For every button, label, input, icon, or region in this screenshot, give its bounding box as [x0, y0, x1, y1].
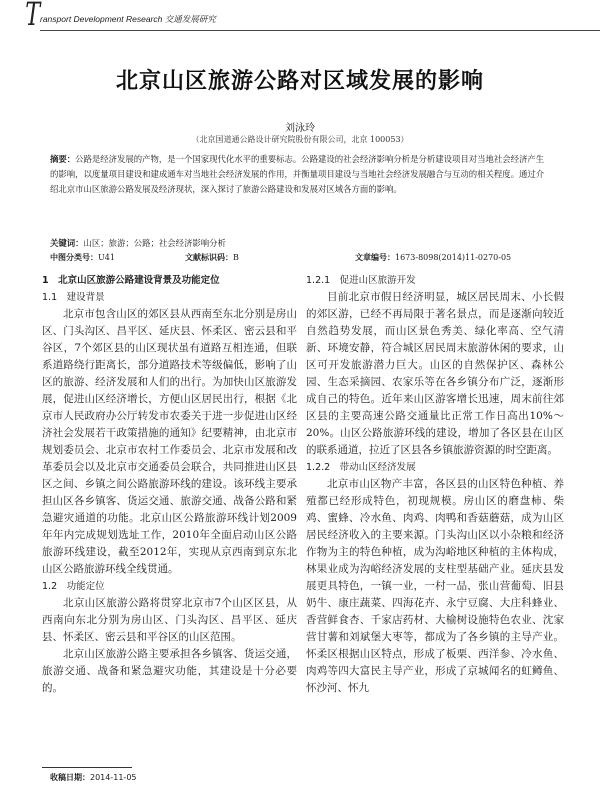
clc-label: 中图分类号：	[50, 253, 98, 262]
article-no-label: 文章编号：	[355, 253, 395, 262]
body-column-right	[306, 272, 564, 697]
abstract-label: 摘要：	[50, 154, 76, 164]
article-author: 刘泳玲	[285, 123, 315, 134]
header-rule	[40, 30, 600, 31]
journal-header-text: ransport Development Research 交通发展研究	[40, 14, 216, 24]
paragraph: 北京市山区物产丰富，各区县的山区特色种植、养殖都已经形成特色，初现规模。房山区的磨盘柿、柴鸡、蜜蜂、冷水鱼、肉鸡、肉鸭和香菇蘑菇，成为山区居民经济收入的主要来源。门头沟山区以小杂粮和经济作物为主的特色种植，成为沟峪地区种植的主体构成，林果业成为沟峪经济发展的支柱型基础产业。延庆县发展更具特色，一镇一业，一村一品，张山营葡萄、旧县奶牛、康庄蔬菜、四海花卉、永宁豆腐、大庄科蜂业、香营鲜食杏、千家店药材、大榆树设施特色农业、沈家营甘薯和刘斌堡大枣等，都成为了各乡镇的主导产业。怀柔区根据山区特点，形成了板栗、西洋参、冷水鱼、肉鸡等四大富民主导产业，形成了京城闻名的虹鳟鱼、怀沙河、怀九	[306, 478, 564, 694]
section-heading-1: 1 北京山区旅游公路建设背景及功能定位	[42, 275, 220, 286]
author-affiliation: （北京国道通公路设计研究院股份有限公司，北京 100053）	[191, 135, 409, 144]
journal-logo: T	[25, 0, 41, 33]
keywords-text: 山区；旅游；公路；社会经济影响分析	[83, 238, 226, 248]
paragraph: 北京山区旅游公路将贯穿北京市7个山区区县，从西南向东北分别为房山区、门头沟区、昌平区、延庆县、怀柔区、密云县和平谷区的山区范围。	[42, 597, 297, 643]
journal-header	[22, 0, 582, 33]
received-date-label: 收稿日期：	[50, 773, 90, 782]
keywords	[50, 237, 548, 249]
paragraph: 目前北京市假日经济明显，城区居民周末、小长假的郊区游，已经不再局限于著名景点，而是逐渐向较近自然趋势发展，而山区景色秀美、绿化率高、空气清新、环境安静，符合城区居民周末旅游休闲的要求，山区可开发旅游潜力巨大。山区的自然保护区、森林公园、生态采摘园、农家乐等在各乡镇分布广泛，逐渐形成自己的特色。近年来山区游客增长迅速，周末前往郊区县的主要高速公路交通量比正常工作日高出10%～20%。山区公路旅游环线的建设，增加了各区县在山区的联系通道，拉近了区县各乡镇旅游资源的时空距离。	[306, 291, 564, 456]
paragraph: 北京市包含山区的郊区县从西南至东北分别是房山区、门头沟区、昌平区、延庆县、怀柔区、密云县和平谷区，7个郊区县的山区现状虽有道路互相连通，但联系道路绕行距离长，部分道路技术等级偏低，影响了山区的旅游、经济发展和人们的出行。为加快山区旅游发展，促进山区经济增长，方便山区居民出行，根据《北京市人民政府办公厅转发市农委关于进一步促进山区经济社会发展若干政策措施的通知》纪要精神，由北京市规划委员会、北京市农村工作委员会、北京市发展和改革委员会以及北京市交通委员会联合，共同推进山区县区之间、乡镇之间公路旅游环线的建设。该环线主要承担山区各乡镇客、货运交通、旅游交通、战备公路和紧急避灾通道的功能。北京山区公路旅游环线计划2009年年内完成规划选址工作，2010年全面启动山区公路旅游环线建设，截至2012年，实现从京西南到京东北山区公路旅游环线全线贯通。	[42, 308, 297, 575]
received-date-footnote	[50, 772, 137, 783]
doc-code-label: 文献标识码：	[185, 253, 233, 262]
abstract-text: 公路是经济发展的产物，是一个国家现代化水平的重要标志。公路建设的社会经济影响分析是分析建设项目对当地社会经济产生的影响，以度量项目建设和建成通车对当地社会经济发展的作用，并衡量项目建设与当地社会经济发展融合与互动的相关程度。通过介绍北京市山区旅游公路发展及经济现状，深入探讨了旅游公路建设和发展对区域各方面的影响。	[50, 154, 545, 194]
keywords-label: 关键词：	[50, 238, 84, 248]
document-code	[185, 252, 239, 263]
subsection-heading-1-2: 1.2 功能定位	[42, 581, 105, 592]
body-column-left	[42, 272, 297, 697]
footnote-rule	[42, 767, 132, 768]
article-no-value: 1673-8098(2014)11-0270-05	[395, 253, 512, 262]
doc-code-value: B	[233, 253, 239, 262]
article-title: 北京山区旅游公路对区域发展的影响	[115, 69, 484, 94]
article-number	[355, 252, 511, 263]
subsection-heading-1-1: 1.1 建设背景	[42, 292, 105, 303]
received-date-value: 2014-11-05	[90, 773, 137, 782]
clc-value: U41	[98, 253, 115, 262]
paragraph: 北京山区旅游公路主要承担各乡镇客、货运交通，旅游交通、战备和紧急避灾功能，其建设是十分必要的。	[42, 648, 297, 694]
abstract	[50, 152, 548, 197]
subsection-heading-1-2-1: 1.2.1 促进山区旅游开发	[306, 275, 416, 286]
clc-number	[50, 252, 115, 263]
subsection-heading-1-2-2: 1.2.2 带动山区经济发展	[306, 462, 416, 473]
